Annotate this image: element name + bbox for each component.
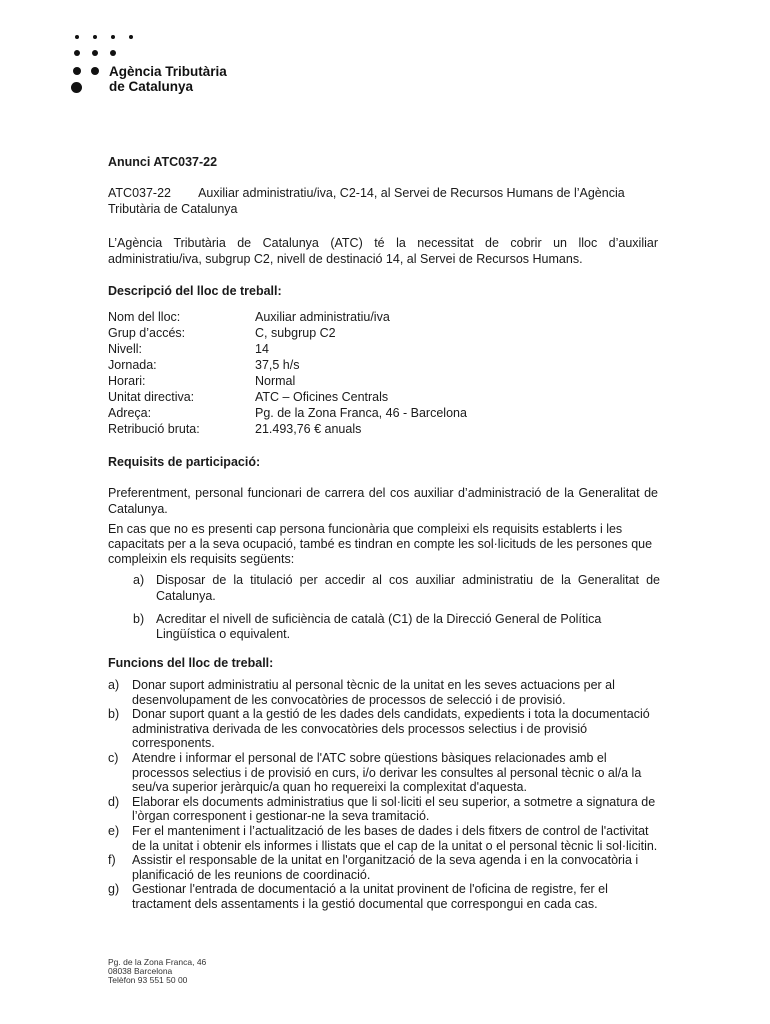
functions-heading: Funcions del lloc de treball: bbox=[108, 656, 274, 670]
field-row bbox=[108, 421, 658, 437]
logo-line1: Agència Tributària bbox=[109, 64, 227, 79]
field-label: Nivell: bbox=[108, 342, 143, 356]
logo-dot bbox=[74, 50, 80, 56]
field-label: Nom del lloc: bbox=[108, 310, 181, 324]
list-item bbox=[108, 707, 663, 751]
list-marker: a) bbox=[133, 573, 145, 587]
field-label: Grup d’accés: bbox=[108, 326, 186, 340]
logo-dot bbox=[111, 35, 115, 39]
intro-paragraph: L’Agència Tributària de Catalunya (ATC) té la necessitat de cobrir un lloc d’auxiliar administratiu/iva, subgrup C2, nivell de destinació 14, al Servei de Recursos Humans. bbox=[108, 236, 658, 266]
list-text: Disposar de la titulació per accedir al cos auxiliar administratiu de la Generalitat de Catalunya. bbox=[156, 573, 660, 603]
logo-dot bbox=[110, 50, 116, 56]
field-value: 14 bbox=[255, 342, 269, 356]
list-marker: b) bbox=[133, 612, 145, 626]
list-text: Atendre i informar el personal de l'ATC sobre qüestions bàsiques relacionades amb el processos selectius i de provisió en curs, i/o derivar les consultes al personal tècnic o al/a la seu/va superior jeràrquic/a quan ho requereixi la complexitat d'aquesta. bbox=[132, 750, 642, 795]
list-marker: f) bbox=[108, 853, 116, 868]
announcement-title: Anunci ATC037-22 bbox=[108, 155, 218, 169]
field-row bbox=[108, 357, 658, 373]
list-item bbox=[108, 882, 663, 911]
logo-dot bbox=[73, 67, 81, 75]
list-text: Donar suport administratiu al personal tècnic de la unitat en les seves actuacions per al desenvolupament de les convocatòries de processos de selecció i de provisió. bbox=[132, 678, 615, 707]
list-text: Fer el manteniment i l’actualització de les bases de dades i dels fitxers de control de l'activitat de la unitat i obtenir els informes i llistats que el cap de la unitat o el personal tècnic li sol·licitin. bbox=[132, 823, 658, 853]
list-marker: c) bbox=[108, 750, 119, 765]
field-value: ATC – Oficines Centrals bbox=[255, 390, 389, 404]
logo-dot bbox=[91, 67, 99, 75]
field-label: Adreça: bbox=[108, 406, 152, 420]
list-text: Gestionar l'entrada de documentació a la unitat provinent de l'oficina de registre, fer el tractament dels assentaments i la gestió documental que correspongui en cada cas. bbox=[132, 882, 608, 911]
announcement-subject bbox=[108, 185, 658, 217]
logo-dot bbox=[93, 35, 97, 39]
list-item bbox=[108, 751, 663, 795]
list-marker: b) bbox=[108, 707, 120, 722]
field-value: Pg. de la Zona Franca, 46 - Barcelona bbox=[255, 406, 467, 420]
field-value: C, subgrup C2 bbox=[255, 326, 336, 340]
footer-line: Pg. de la Zona Franca, 46 bbox=[108, 957, 207, 967]
field-value: Auxiliar administratiu/iva bbox=[255, 310, 390, 324]
requirements-paragraph-1: Preferentment, personal funcionari de carrera del cos auxiliar d’administració de la Generalitat de Catalunya. bbox=[108, 486, 658, 516]
footer-line: 08038 Barcelona bbox=[108, 966, 173, 976]
logo-line2: de Catalunya bbox=[109, 79, 194, 94]
subject-text: Auxiliar administratiu/iva, C2-14, al Servei de Recursos Humans de l’Agència Tributària de Catalunya bbox=[108, 186, 625, 216]
requirements-list-item bbox=[133, 612, 660, 642]
field-label: Horari: bbox=[108, 374, 146, 388]
logo-dot bbox=[71, 82, 82, 93]
logo-dot bbox=[75, 35, 79, 39]
list-marker: a) bbox=[108, 678, 120, 692]
list-item bbox=[108, 678, 663, 707]
logo-dot bbox=[129, 35, 133, 39]
field-label: Unitat directiva: bbox=[108, 390, 195, 404]
description-heading: Descripció del lloc de treball: bbox=[108, 284, 282, 298]
list-item bbox=[108, 795, 663, 824]
field-row bbox=[108, 325, 658, 341]
field-row bbox=[108, 309, 658, 325]
requirements-heading: Requisits de participació: bbox=[108, 455, 261, 469]
footer-address bbox=[108, 958, 206, 985]
job-fields-table bbox=[108, 309, 658, 437]
field-value: 21.493,76 € anuals bbox=[255, 422, 362, 436]
list-item bbox=[108, 853, 663, 882]
footer-line: Telèfon 93 551 50 00 bbox=[108, 975, 188, 985]
list-marker: e) bbox=[108, 823, 120, 838]
field-label: Jornada: bbox=[108, 358, 157, 372]
subject-code: ATC037-22 bbox=[108, 186, 171, 200]
list-text: Elaborar els documents administratius que li sol·liciti el seu superior, a sotmetre a signatura de l’òrgan corresponent i gestionar-ne la seva tramitació. bbox=[132, 794, 656, 824]
field-row bbox=[108, 341, 658, 357]
list-text: Acreditar el nivell de suficiència de català (C1) de la Direcció General de Política Lingüística o equivalent. bbox=[156, 612, 602, 641]
list-text: Donar suport quant a la gestió de les dades dels candidats, expedients i tota la documentació administrativa derivada de les convocatòries dels processos selectius i de provisió corresponents. bbox=[132, 707, 650, 751]
list-item bbox=[108, 824, 663, 853]
field-value: 37,5 h/s bbox=[255, 358, 300, 372]
field-value: Normal bbox=[255, 374, 296, 388]
logo-text bbox=[109, 64, 227, 94]
functions-list bbox=[108, 678, 663, 912]
list-marker: d) bbox=[108, 794, 120, 809]
requirements-paragraph-2: En cas que no es presenti cap persona funcionària que compleixi els requisits establerts i les capacitats per a la seva ocupació, també es tindran en compte les sol·licituds de les persones que compleixin els requisits següents: bbox=[108, 522, 653, 566]
field-row bbox=[108, 405, 658, 421]
list-marker: g) bbox=[108, 882, 120, 897]
field-row bbox=[108, 389, 658, 405]
field-row bbox=[108, 373, 658, 389]
logo-dot bbox=[92, 50, 98, 56]
agency-logo bbox=[70, 30, 310, 100]
field-label: Retribució bruta: bbox=[108, 422, 200, 436]
list-text: Assistir el responsable de la unitat en l'organització de la seva agenda i en la convocatòria i planificació de les reunions de coordinació. bbox=[132, 853, 639, 882]
requirements-list-item bbox=[133, 572, 660, 604]
